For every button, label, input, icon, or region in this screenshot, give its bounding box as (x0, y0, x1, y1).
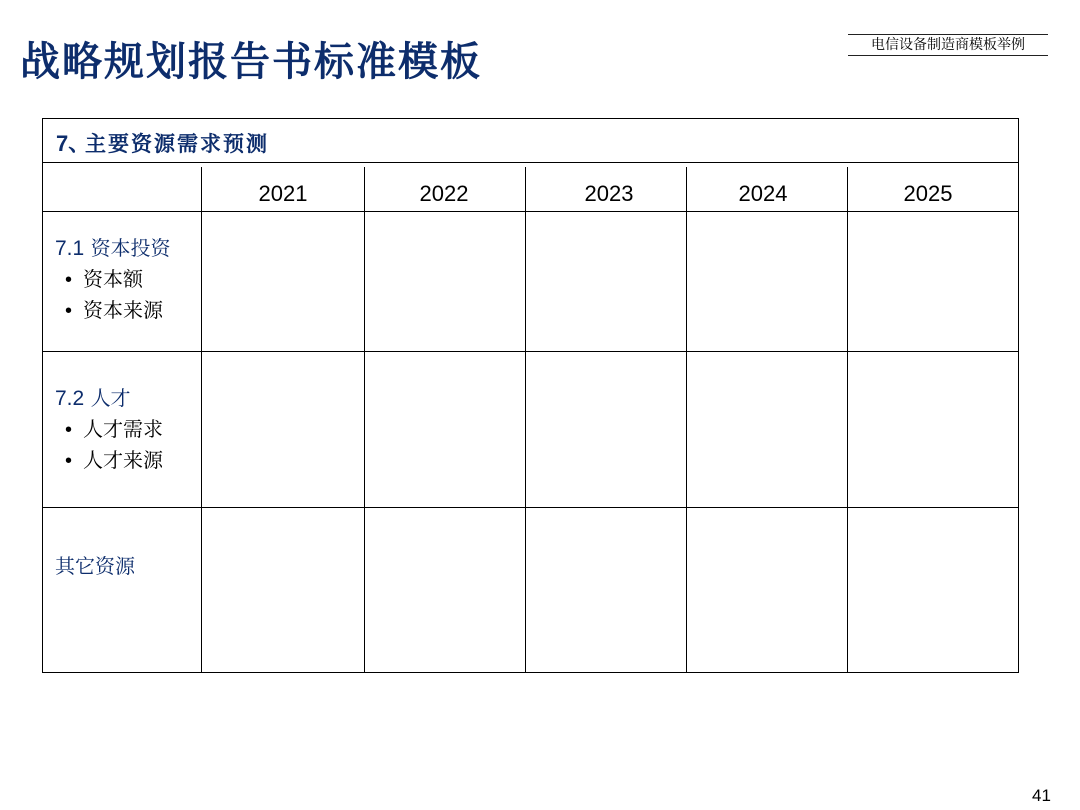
page-number: 41 (1032, 786, 1051, 805)
year-header: 2024 (738, 181, 788, 206)
grid-vline (525, 167, 526, 672)
year-header: 2023 (584, 181, 634, 206)
row-label-talent (55, 383, 163, 476)
page-title: 战略规划报告书标准模板 (20, 38, 482, 85)
grid-vline (201, 167, 202, 672)
row-heading (55, 233, 171, 264)
section-header (43, 119, 1018, 163)
bullet-item (55, 295, 171, 326)
bullet-icon: • (65, 269, 73, 291)
bullet-text: 人才来源 (83, 448, 163, 472)
bullet-item (55, 414, 163, 445)
template-tag: 电信设备制造商模板举例 (848, 34, 1048, 56)
row-heading (55, 551, 135, 581)
row-number: 7.1 (55, 237, 85, 260)
bullet-icon: • (65, 450, 73, 472)
year-header: 2021 (258, 181, 308, 206)
bullet-item (55, 264, 171, 295)
bullet-icon: • (65, 419, 73, 441)
grid-vline (686, 167, 687, 672)
row-title: 其它资源 (55, 554, 135, 578)
year-header: 2022 (419, 181, 469, 206)
row-number: 7.2 (55, 387, 85, 410)
bullet-text: 资本来源 (83, 298, 163, 322)
grid-hline (43, 211, 1018, 212)
grid-hline (43, 351, 1018, 352)
section-title: 主要资源需求预测 (85, 131, 269, 156)
grid-vline (364, 167, 365, 672)
bullet-text: 资本额 (83, 267, 143, 291)
row-title: 资本投资 (90, 236, 171, 260)
bullet-item (55, 445, 163, 476)
row-label-other (55, 551, 135, 581)
grid-hline (43, 507, 1018, 508)
bullet-text: 人才需求 (83, 417, 163, 441)
bullet-icon: • (65, 300, 73, 322)
row-heading (55, 383, 163, 414)
year-header: 2025 (903, 181, 953, 206)
grid-vline (847, 167, 848, 672)
row-title: 人才 (90, 386, 131, 410)
row-label-capital (55, 233, 171, 326)
resource-forecast-table (42, 118, 1019, 673)
section-number: 7、 (56, 131, 91, 156)
